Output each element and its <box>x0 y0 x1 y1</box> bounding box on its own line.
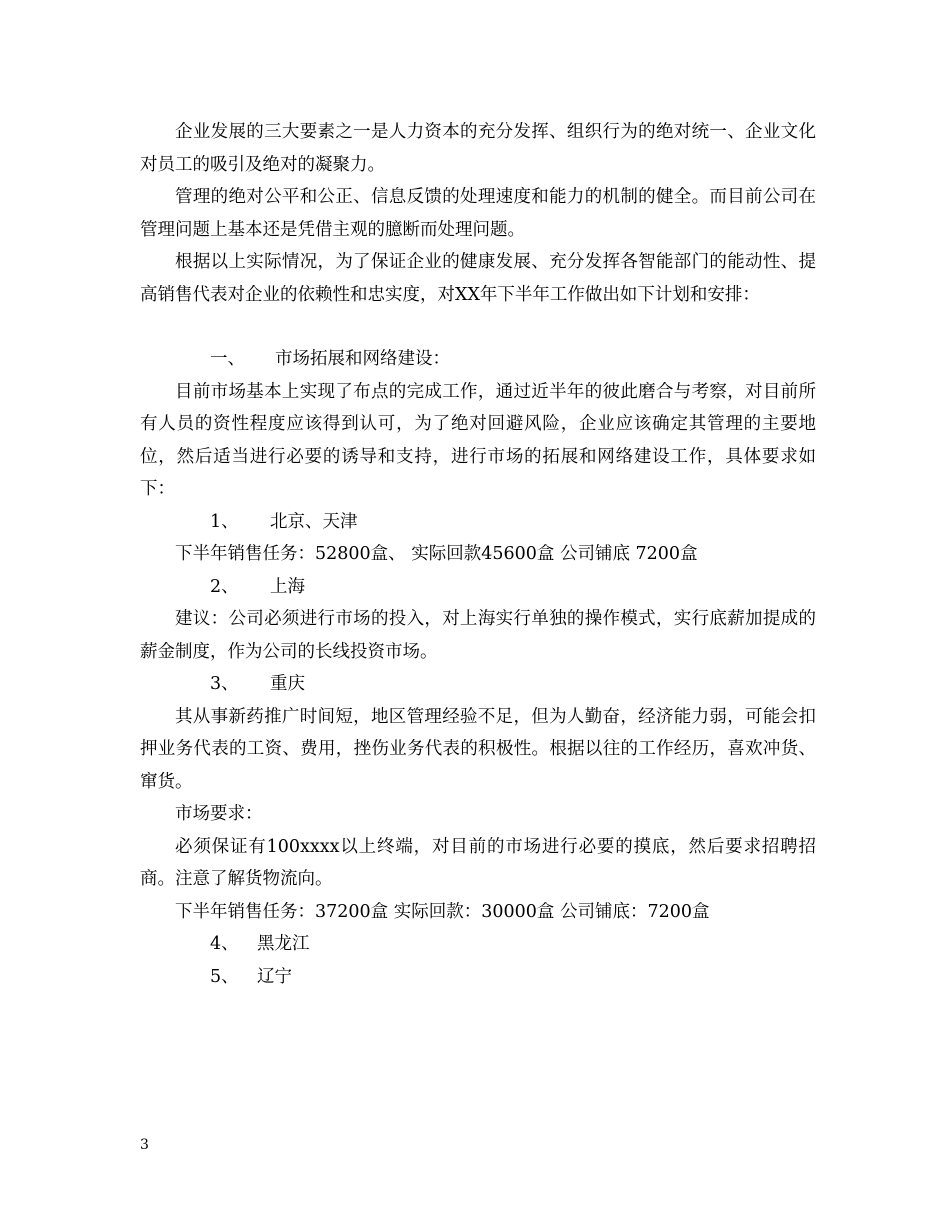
market-requirements: 必须保证有100xxxx以上终端，对目前的市场进行必要的摸底，然后要求招聘招商。注意了解货物流向。 <box>140 836 816 889</box>
chongqing-sales-task: 下半年销售任务：37200盒 实际回款：30000盒 公司铺底：7200盒 <box>175 901 710 922</box>
section-title: 市场拓展和网络建设： <box>275 349 450 369</box>
item-number: 5、 <box>210 966 239 987</box>
market-requirements-label: 市场要求： <box>175 804 263 824</box>
paragraph-plan-intro: 根据以上实际情况，为了保证企业的健康发展、充分发挥各智能部门的能动性、提高销售代表对企业的依赖性和忠实度，对XX年下半年工作做出如下计划和安排： <box>140 252 816 305</box>
beijing-sales-task: 下半年销售任务：52800盒、 实际回款45600盒 公司铺底 7200盒 <box>175 544 698 564</box>
list-item-liaoning <box>140 961 816 994</box>
list-item-shanghai <box>140 571 816 604</box>
item-name: 黑龙江 <box>257 934 310 954</box>
section-number: 一、 <box>210 349 245 369</box>
paragraph-management: 管理的绝对公平和公正、信息反馈的处理速度和能力的机制的健全。而目前公司在管理问题上基本还是凭借主观的臆断而处理问题。 <box>140 187 816 240</box>
blank-line <box>140 311 816 343</box>
chongqing-description: 其从事新药推广时间短，地区管理经验不足，但为人勤奋，经济能力弱，可能会扣押业务代表的工资、费用，挫伤业务代表的积极性。根据以往的工作经历，喜欢冲货、窜货。 <box>140 706 816 792</box>
document-body <box>140 116 816 993</box>
list-item-chongqing <box>140 668 816 701</box>
item-name: 北京、天津 <box>270 511 358 532</box>
item-number: 3、 <box>210 674 239 694</box>
shanghai-suggestion: 建议：公司必须进行市场的投入，对上海实行单独的操作模式，实行底薪加提成的薪金制度，作为公司的长线投资市场。 <box>140 609 816 662</box>
paragraph-development-elements: 企业发展的三大要素之一是人力资本的充分发挥、组织行为的绝对统一、企业文化对员工的吸引及绝对的凝聚力。 <box>140 122 816 175</box>
item-number: 1、 <box>210 511 239 532</box>
item-name: 辽宁 <box>257 966 292 987</box>
list-item-beijing-tianjin <box>140 506 816 539</box>
section-heading <box>140 343 816 376</box>
item-number: 2、 <box>210 576 239 597</box>
item-name: 上海 <box>270 576 305 597</box>
item-number: 4、 <box>210 934 239 954</box>
list-item-heilongjiang <box>140 928 816 961</box>
item-name: 重庆 <box>270 674 305 694</box>
section-intro: 目前市场基本上实现了布点的完成工作，通过近半年的彼此磨合与考察，对目前所有人员的资性程度应该得到认可，为了绝对回避风险，企业应该确定其管理的主要地位，然后适当进行必要的诱导和支持，进行市场的拓展和网络建设工作，具体要求如下： <box>140 381 816 499</box>
page-number: 3 <box>140 1137 149 1153</box>
